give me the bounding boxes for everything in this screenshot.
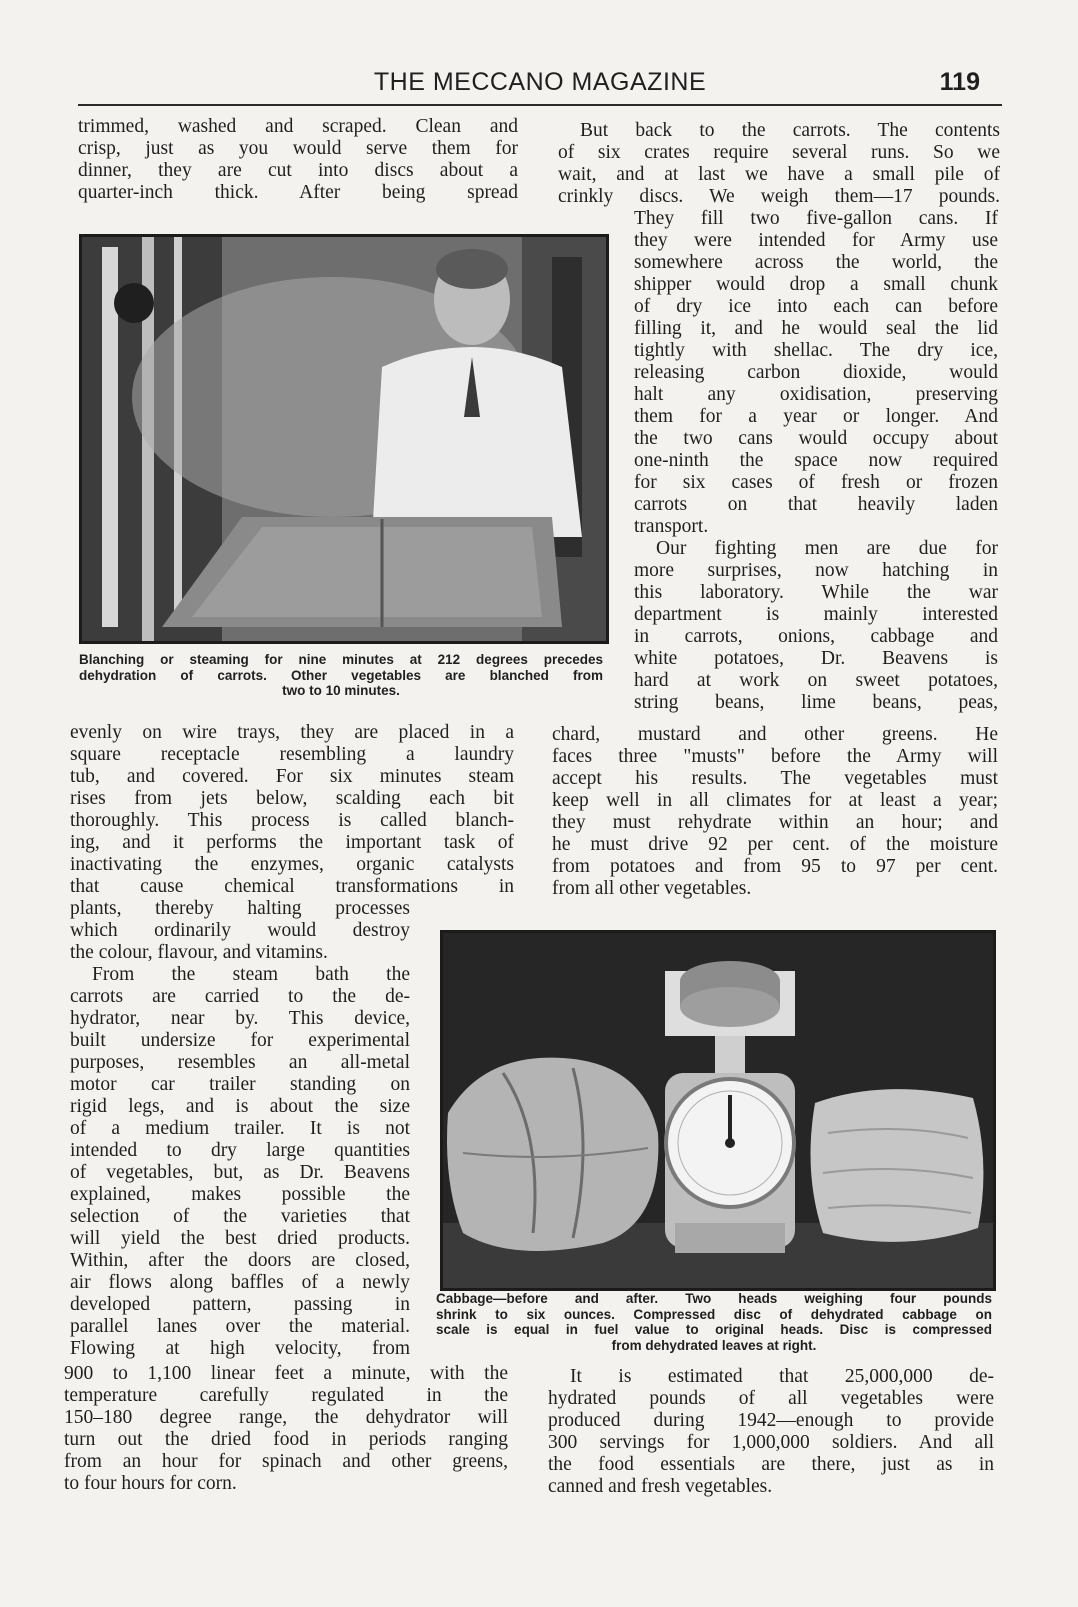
text-line: From the steam bath the	[92, 964, 410, 985]
text-line: developed pattern, passing in	[70, 1294, 410, 1315]
text-line: faces three "musts" before the Army will	[552, 746, 998, 767]
text-line: explained, makes possible the	[70, 1184, 410, 1205]
text-line: air flows along baffles of a newly	[70, 1272, 410, 1293]
text-line: purposes, resembles an all-metal	[70, 1052, 410, 1073]
right-column-middle-text	[552, 724, 998, 900]
text-line: crinkly discs. We weigh them—17 pounds.	[558, 186, 1000, 207]
text-line: transport.	[634, 516, 709, 537]
caption-line: shrink to six ounces. Compressed disc of dehydrated cabbage on	[436, 1306, 992, 1322]
text-line: produced during 1942—enough to provide	[548, 1410, 994, 1431]
text-line: he must drive 92 per cent. of the moisture	[552, 834, 998, 855]
text-line: Our fighting men are due for	[656, 538, 998, 559]
text-line: somewhere across the world, the	[634, 252, 998, 273]
text-line: rigid legs, and is about the size	[70, 1096, 410, 1117]
page-header	[78, 64, 1002, 106]
caption-line: scale is equal in fuel value to original heads. Disc is compressed	[436, 1322, 992, 1337]
text-line: for six cases of fresh or frozen	[634, 472, 998, 493]
text-line: motor car trailer standing on	[70, 1074, 410, 1095]
text-line: carrots are carried to the de-	[70, 986, 410, 1007]
text-line: this laboratory. While the war	[634, 582, 998, 603]
blanching-photo	[79, 234, 609, 644]
text-line: canned and fresh vegetables.	[548, 1476, 773, 1497]
text-line: the food essentials are there, just as in	[548, 1454, 994, 1475]
text-line: rises from jets below, scalding each bit	[70, 788, 514, 809]
cabbage-scale-photo	[440, 930, 996, 1291]
text-line: thoroughly. This process is called blanch-	[70, 810, 514, 831]
text-line: crisp, just as you would serve them for	[78, 138, 518, 159]
text-line: Within, after the doors are closed,	[70, 1250, 410, 1271]
left-column-middle-text	[70, 722, 514, 898]
text-line: them for a year or longer. And	[634, 406, 998, 427]
text-line: Flowing at high velocity, from	[70, 1338, 410, 1359]
text-line: evenly on wire trays, they are placed in a	[70, 722, 514, 743]
caption-line: from dehydrated leaves at right.	[611, 1337, 817, 1353]
text-line: filling it, and he would seal the lid	[634, 318, 998, 339]
text-line: 150–180 degree range, the dehydrator will	[64, 1407, 508, 1428]
text-line: the colour, flavour, and vitamins.	[70, 942, 328, 963]
right-column-narrow-text	[634, 208, 998, 714]
blanching-photo-caption	[79, 652, 603, 699]
text-line: 300 servings for 1,000,000 soldiers. And all	[548, 1432, 994, 1453]
text-line: hydrated pounds of all vegetables were	[548, 1388, 994, 1409]
text-line: releasing carbon dioxide, would	[634, 362, 998, 383]
text-line: built undersize for experimental	[70, 1030, 410, 1051]
text-line: keep well in all climates for at least a year;	[552, 790, 998, 811]
text-line: from all other vegetables.	[552, 878, 752, 899]
text-line: carrots on that heavily laden	[634, 494, 998, 515]
text-line: 900 to 1,100 linear feet a minute, with the	[64, 1363, 508, 1384]
text-line: dinner, they are cut into discs about a	[78, 160, 518, 181]
text-line: they must rehydrate within an hour; and	[552, 812, 998, 833]
text-line: to four hours for corn.	[64, 1473, 237, 1494]
text-line: the two cans would occupy about	[634, 428, 998, 449]
text-line: hard at work on sweet potatoes,	[634, 670, 998, 691]
caption-line: two to 10 minutes.	[282, 683, 400, 698]
text-line: tightly with shellac. The dry ice,	[634, 340, 998, 361]
text-line: chard, mustard and other greens. He	[552, 724, 998, 745]
text-line: wait, and at last we have a small pile of	[558, 164, 1000, 185]
text-line: will yield the best dried products.	[70, 1228, 410, 1249]
text-line: which ordinarily would destroy	[70, 920, 410, 941]
text-line: from potatoes and from 95 to 97 per cent.	[552, 856, 998, 877]
text-line: parallel lanes over the material.	[70, 1316, 410, 1337]
cabbage-photo-caption	[436, 1291, 992, 1353]
text-line: more surprises, now hatching in	[634, 560, 998, 581]
text-line: They fill two five-gallon cans. If	[634, 208, 998, 229]
text-line: It is estimated that 25,000,000 de-	[570, 1366, 994, 1387]
right-column-top-text	[558, 120, 1000, 208]
caption-line: dehydration of carrots. Other vegetables are blanched from	[79, 667, 603, 683]
text-line: plants, thereby halting processes	[70, 898, 410, 919]
text-line: string beans, lime beans, peas,	[634, 692, 998, 713]
left-column-narrow-text	[70, 898, 410, 1360]
text-line: quarter-inch thick. After being spread	[78, 182, 518, 203]
text-line: turn out the dried food in periods ranging	[64, 1429, 508, 1450]
text-line: trimmed, washed and scraped. Clean and	[78, 116, 518, 137]
text-line: selection of the varieties that	[70, 1206, 410, 1227]
text-line: intended to dry large quantities	[70, 1140, 410, 1161]
caption-line: Cabbage—before and after. Two heads weighing four pounds	[436, 1291, 992, 1306]
caption-line: Blanching or steaming for nine minutes at 212 degrees precedes	[79, 652, 603, 667]
text-line: ing, and it performs the important task of	[70, 832, 514, 853]
text-line: accept his results. The vegetables must	[552, 768, 998, 789]
text-line: one-ninth the space now required	[634, 450, 998, 471]
text-line: white potatoes, Dr. Beavens is	[634, 648, 998, 669]
text-line: shipper would drop a small chunk	[634, 274, 998, 295]
text-line: tub, and covered. For six minutes steam	[70, 766, 514, 787]
text-line: of dry ice into each can before	[634, 296, 998, 317]
text-line: of a medium trailer. It is not	[70, 1118, 410, 1139]
text-line: hydrator, near by. This device,	[70, 1008, 410, 1029]
left-column-top-text	[78, 116, 518, 204]
text-line: from an hour for spinach and other greens,	[64, 1451, 508, 1472]
text-line: of vegetables, but, as Dr. Beavens	[70, 1162, 410, 1183]
text-line: that cause chemical transformations in	[70, 876, 514, 897]
text-line: halt any oxidisation, preserving	[634, 384, 998, 405]
text-line: they were intended for Army use	[634, 230, 998, 251]
text-line: of six crates require several runs. So we	[558, 142, 1000, 163]
left-column-bottom-text	[64, 1363, 508, 1495]
text-line: department is mainly interested	[634, 604, 998, 625]
text-line: inactivating the enzymes, organic catalysts	[70, 854, 514, 875]
page-number: 119	[939, 68, 980, 96]
text-line: But back to the carrots. The contents	[580, 120, 1000, 141]
text-line: temperature carefully regulated in the	[64, 1385, 508, 1406]
magazine-title: THE MECCANO MAGAZINE	[373, 68, 707, 96]
text-line: in carrots, onions, cabbage and	[634, 626, 998, 647]
text-line: square receptacle resembling a laundry	[70, 744, 514, 765]
right-column-bottom-text	[548, 1366, 994, 1498]
